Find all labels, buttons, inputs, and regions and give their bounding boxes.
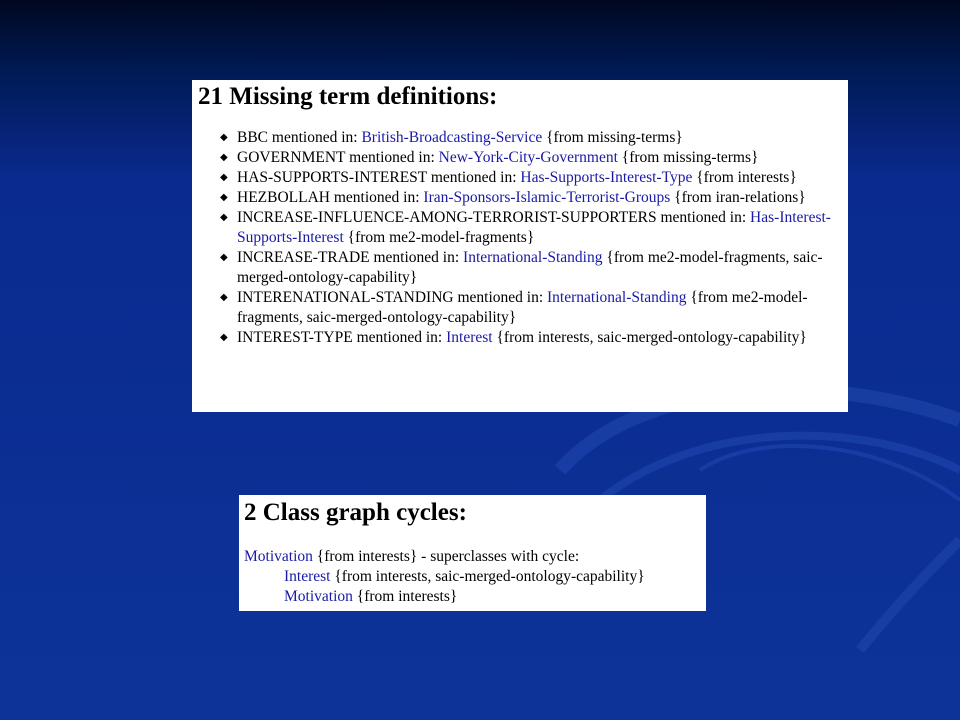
term-name: HEZBOLLAH bbox=[237, 189, 330, 206]
cycle-list bbox=[244, 547, 645, 607]
term-reference-link[interactable]: Interest bbox=[446, 329, 493, 346]
term-name: BBC bbox=[237, 129, 269, 146]
term-reference-link[interactable]: Iran-Sponsors-Islamic-Terrorist-Groups bbox=[423, 189, 671, 206]
term-source: {from iran-relations} bbox=[670, 189, 806, 206]
term-reference-link[interactable]: Has-Supports-Interest-Type bbox=[520, 169, 693, 186]
class-link[interactable]: Interest bbox=[284, 568, 331, 585]
list-item bbox=[192, 148, 837, 168]
bullet-icon: ◆ bbox=[220, 172, 228, 183]
class-cycles-heading: 2 Class graph cycles: bbox=[244, 499, 467, 526]
mentioned-in-label: mentioned in: bbox=[656, 209, 751, 226]
mentioned-in-label: mentioned in: bbox=[330, 189, 424, 206]
list-item bbox=[192, 288, 837, 328]
term-name: INCREASE-INFLUENCE-AMONG-TERRORIST-SUPPORTERS bbox=[237, 209, 657, 226]
term-reference-link[interactable]: International-Standing bbox=[463, 249, 603, 266]
term-source: {from me2-model-fragments, saic-merged-ontology-capability} bbox=[237, 289, 808, 326]
mentioned-in-label: mentioned in: bbox=[453, 289, 548, 306]
list-item bbox=[192, 188, 837, 208]
cycle-line bbox=[244, 567, 645, 587]
cycle-text: {from interests, saic-merged-ontology-capability} bbox=[330, 568, 645, 585]
bullet-icon: ◆ bbox=[220, 252, 228, 263]
list-item bbox=[192, 328, 837, 348]
mentioned-in-label: mentioned in: bbox=[369, 249, 464, 266]
bullet-icon: ◆ bbox=[220, 192, 228, 203]
term-source: {from interests} bbox=[692, 169, 797, 186]
mentioned-in-label: mentioned in: bbox=[352, 329, 447, 346]
list-item bbox=[192, 168, 837, 188]
missing-terms-list bbox=[192, 128, 837, 348]
bullet-icon: ◆ bbox=[220, 292, 228, 303]
term-reference-link[interactable]: British-Broadcasting-Service bbox=[361, 129, 543, 146]
list-item bbox=[192, 208, 837, 248]
term-name: INTEREST-TYPE bbox=[237, 329, 353, 346]
mentioned-in-label: mentioned in: bbox=[268, 129, 362, 146]
term-name: HAS-SUPPORTS-INTEREST bbox=[237, 169, 427, 186]
term-source: {from interests, saic-merged-ontology-capability} bbox=[492, 329, 807, 346]
term-name: INCREASE-TRADE bbox=[237, 249, 370, 266]
term-reference-link[interactable]: New-York-City-Government bbox=[438, 149, 618, 166]
term-source: {from me2-model-fragments, saic-merged-ontology-capability} bbox=[237, 249, 823, 286]
list-item bbox=[192, 248, 837, 288]
class-graph-cycles-panel bbox=[239, 495, 706, 611]
term-reference-link[interactable]: International-Standing bbox=[547, 289, 687, 306]
class-link[interactable]: Motivation bbox=[284, 588, 353, 605]
list-item bbox=[192, 128, 837, 148]
bullet-icon: ◆ bbox=[220, 132, 228, 143]
mentioned-in-label: mentioned in: bbox=[426, 169, 521, 186]
missing-term-definitions-panel bbox=[192, 80, 848, 412]
term-source: {from me2-model-fragments} bbox=[343, 229, 535, 246]
term-source: {from missing-terms} bbox=[542, 129, 683, 146]
bullet-icon: ◆ bbox=[220, 152, 228, 163]
cycle-line bbox=[244, 547, 645, 567]
term-name: INTERENATIONAL-STANDING bbox=[237, 289, 454, 306]
term-source: {from missing-terms} bbox=[617, 149, 759, 166]
mentioned-in-label: mentioned in: bbox=[345, 149, 439, 166]
bullet-icon: ◆ bbox=[220, 332, 228, 343]
cycle-text: {from interests} - superclasses with cycle: bbox=[312, 548, 580, 565]
term-name: GOVERNMENT bbox=[237, 149, 346, 166]
missing-terms-heading: 21 Missing term definitions: bbox=[198, 83, 498, 110]
cycle-text: {from interests} bbox=[352, 588, 458, 605]
term-reference-link[interactable]: Has-Interest-Supports-Interest bbox=[237, 209, 831, 246]
cycle-line bbox=[244, 587, 645, 607]
bullet-icon: ◆ bbox=[220, 212, 228, 223]
class-link[interactable]: Motivation bbox=[244, 548, 313, 565]
